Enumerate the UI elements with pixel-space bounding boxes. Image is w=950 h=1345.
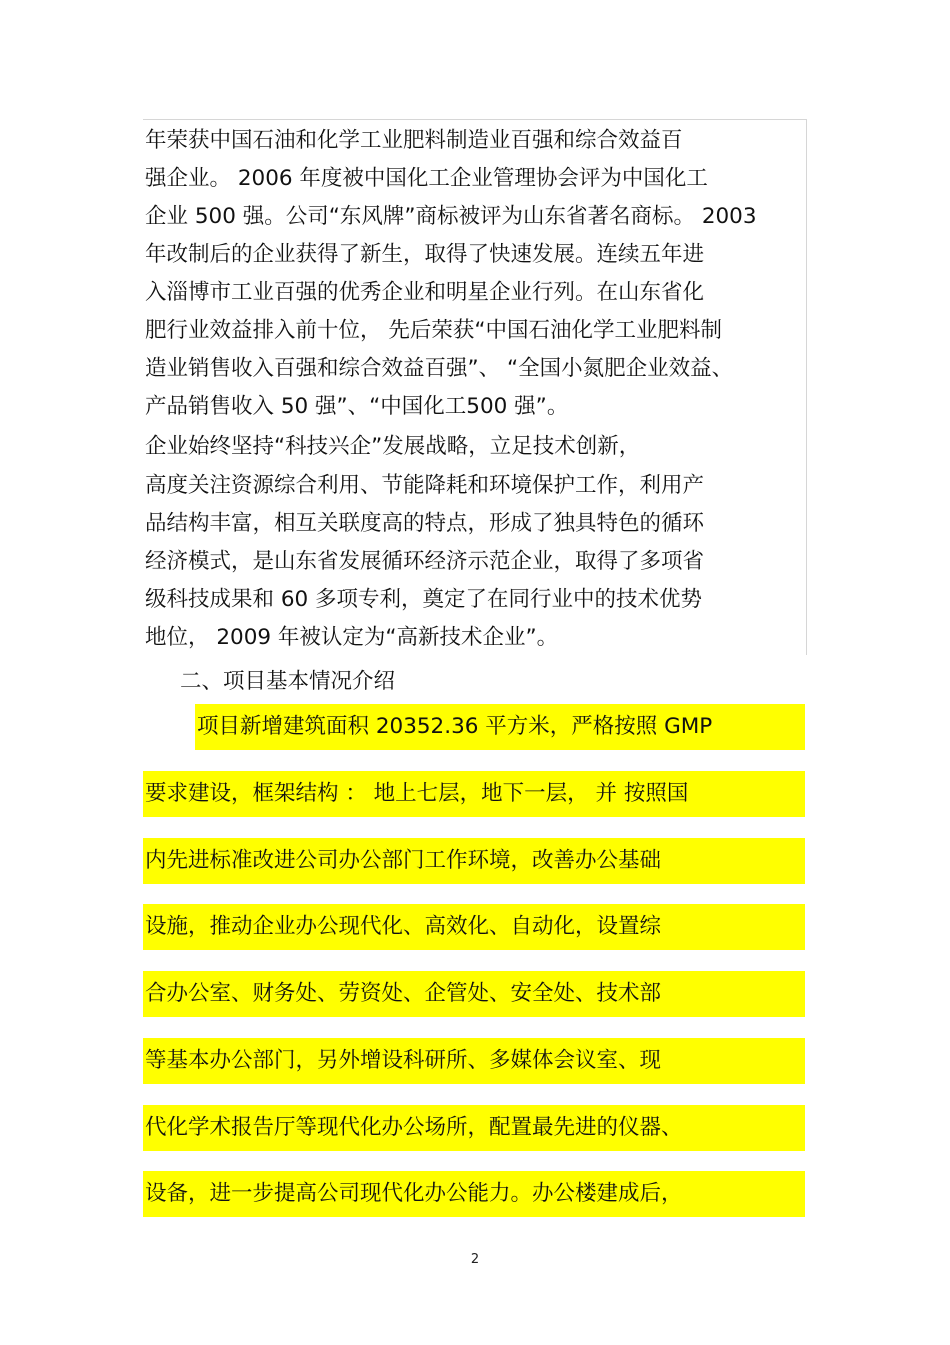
page-number: 2 xyxy=(470,1252,480,1267)
text-frame-right-border xyxy=(806,119,807,655)
highlighted-line: 设施，推动企业办公现代化、高效化、自动化，设置综 xyxy=(145,914,662,939)
paragraph-line: 经济模式，是山东省发展循环经济示范企业，取得了多项省 xyxy=(145,549,705,574)
paragraph-line: 年荣获中国石油和化学工业肥料制造业百强和综合效益百 xyxy=(145,128,683,153)
highlighted-line: 等基本办公部门，另外增设科研所、多媒体会议室、现 xyxy=(145,1048,662,1073)
text-frame-top-border xyxy=(143,119,807,120)
paragraph-line: 强企业。 2006 年度被中国化工企业管理协会评为中国化工 xyxy=(145,166,708,191)
paragraph-line: 入淄博市工业百强的优秀企业和明星企业行列。在山东省化 xyxy=(145,280,705,305)
highlighted-line: 要求建设，框架结构 ： 地上七层，地下一层， 并 按照国 xyxy=(145,781,689,806)
paragraph-line: 地位， 2009 年被认定为“高新技术企业”。 xyxy=(145,625,559,650)
paragraph-line: 产品销售收入 50 强”、“中国化工500 强”。 xyxy=(145,394,569,419)
paragraph-line: 肥行业效益排入前十位， 先后荣获“中国石油化学工业肥料制 xyxy=(145,318,722,343)
paragraph-line: 企业 500 强。公司“东风牌”商标被评为山东省著名商标。 2003 xyxy=(145,204,757,229)
paragraph-line: 级科技成果和 60 多项专利，奠定了在同行业中的技术优势 xyxy=(145,587,703,612)
paragraph-line: 品结构丰富，相互关联度高的特点，形成了独具特色的循环 xyxy=(145,511,705,536)
highlighted-line: 代化学术报告厅等现代化办公场所，配置最先进的仪器、 xyxy=(145,1115,683,1140)
paragraph-line: 造业销售收入百强和综合效益百强”、 “全国小氮肥企业效益、 xyxy=(145,356,734,381)
section-heading: 二、项目基本情况介绍 xyxy=(180,669,396,694)
highlighted-line: 项目新增建筑面积 20352.36 平方米，严格按照 GMP xyxy=(197,714,713,739)
paragraph-line: 高度关注资源综合利用、节能降耗和环境保护工作，利用产 xyxy=(145,473,705,498)
highlighted-line: 设备，进一步提高公司现代化办公能力。办公楼建成后， xyxy=(145,1181,683,1206)
highlighted-line: 内先进标准改进公司办公部门工作环境，改善办公基础 xyxy=(145,848,662,873)
paragraph-line: 年改制后的企业获得了新生，取得了快速发展。连续五年进 xyxy=(145,242,705,267)
paragraph-line: 企业始终坚持“科技兴企”发展战略，立足技术创新， xyxy=(145,434,641,459)
highlighted-line: 合办公室、财务处、劳资处、企管处、安全处、技术部 xyxy=(145,981,662,1006)
